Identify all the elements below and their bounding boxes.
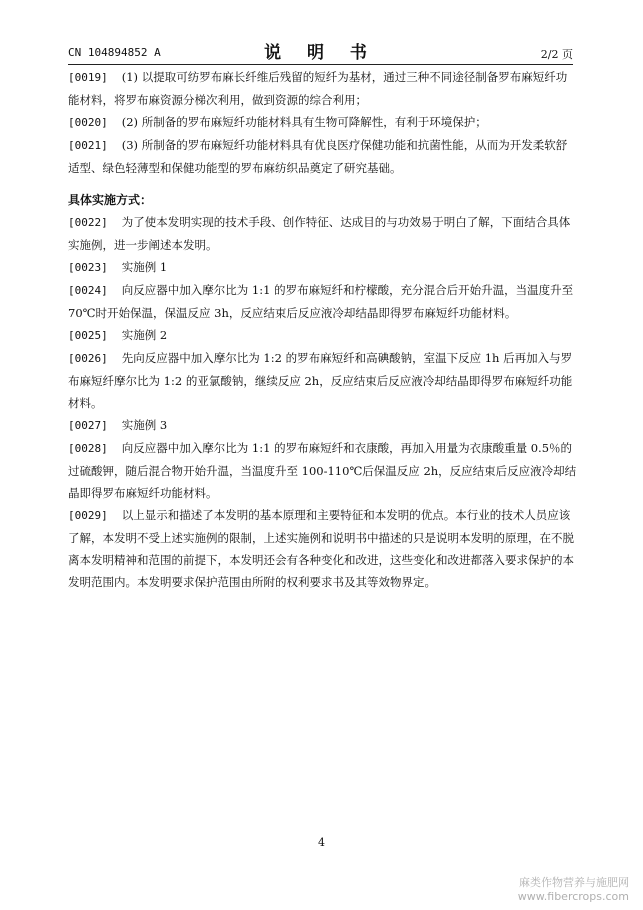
watermark [518, 876, 629, 904]
paragraph-number: [0019] [68, 71, 108, 84]
paragraph-number: [0021] [68, 139, 108, 152]
paragraph-text: 向反应器中加入摩尔比为 1:1 的罗布麻短纤和柠檬酸，充分混合后开始升温，当温度升至 70℃时开始保温，保温反应 3h，反应结束后反应液冷却结晶即得罗布麻短纤功能材料。 [68, 283, 574, 320]
page-header [68, 34, 573, 65]
paragraph-0028 [68, 437, 578, 504]
paragraph-text: 实施例 1 [121, 260, 168, 274]
paragraph-text: 实施例 3 [121, 418, 168, 432]
paragraph-text: 以上显示和描述了本发明的基本原理和主要特征和本发明的优点。本行业的技术人员应该了解，本发明不受上述实施例的限制，上述实施例和说明书中描述的只是说明本发明的原理，在不脱离本发明精神和范围的前提下，本发明还会有各种变化和改进，这些变化和改进都落入要求保护的本发明范围内。本发明要求保护范围由所附的权利要求书及其等效物界定。 [68, 508, 574, 589]
paragraph-0020 [68, 111, 578, 134]
paragraph-0024 [68, 279, 578, 324]
page-indicator: 2/2 页 [540, 48, 573, 61]
paragraph-0025 [68, 324, 578, 347]
patent-number: CN 104894852 A [68, 46, 161, 59]
paragraph-0026 [68, 347, 578, 414]
watermark-site-name: 麻类作物营养与施肥网 [519, 876, 629, 889]
paragraph-text: 向反应器中加入摩尔比为 1:1 的罗布麻短纤和衣康酸，再加入用量为衣康酸重量 0.5％的过硫酸钾，随后混合物开始升温，当温度升至 100-110℃后保温反应 2h，反应结束后反应液冷却结晶即得罗布麻短纤功能材料。 [68, 441, 577, 500]
section-heading: 具体实施方式： [68, 193, 153, 207]
paragraph-number: [0026] [68, 352, 108, 365]
page-title: 说 明 书 [264, 43, 377, 63]
paragraph-text: (3) 所制备的罗布麻短纤功能材料具有优良医疗保健功能和抗菌性能，从而为开发柔软舒适型、绿色轻薄型和保健功能型的罗布麻纺织品奠定了研究基础。 [68, 138, 568, 175]
watermark-url: www.fibercrops.com [517, 890, 629, 903]
paragraph-number: [0022] [68, 216, 108, 229]
paragraph-0021 [68, 134, 578, 179]
paragraph-number: [0023] [68, 261, 108, 274]
paragraph-0029 [68, 504, 578, 593]
paragraph-0023 [68, 256, 578, 279]
paragraph-text: (2) 所制备的罗布麻短纤功能材料具有生物可降解性，有利于环境保护； [121, 115, 487, 129]
paragraph-text: 先向反应器中加入摩尔比为 1:2 的罗布麻短纤和高碘酸钠，室温下反应 1h 后再加入与罗布麻短纤摩尔比为 1:2 的亚氯酸钠，继续反应 2h，反应结束后反应液冷却结晶即得罗布麻短纤功能材料。 [68, 351, 573, 410]
paragraph-0019 [68, 66, 578, 111]
paragraph-0027 [68, 414, 578, 437]
page-number: 4 [318, 836, 325, 849]
document-body [68, 66, 578, 593]
paragraph-number: [0029] [68, 509, 108, 522]
paragraph-number: [0027] [68, 419, 108, 432]
paragraph-text: 为了使本发明实现的技术手段、创作特征、达成目的与功效易于明白了解，下面结合具体实施例，进一步阐述本发明。 [68, 215, 571, 252]
paragraph-number: [0028] [68, 442, 108, 455]
paragraph-text: 实施例 2 [121, 328, 168, 342]
paragraph-number: [0020] [68, 116, 108, 129]
paragraph-text: (1) 以提取可纺罗布麻长纤维后残留的短纤为基材，通过三种不同途径制备罗布麻短纤功能材料，将罗布麻资源分梯次利用，做到资源的综合利用； [68, 70, 568, 107]
paragraph-number: [0025] [68, 329, 108, 342]
paragraph-0022 [68, 211, 578, 256]
paragraph-number: [0024] [68, 284, 108, 297]
